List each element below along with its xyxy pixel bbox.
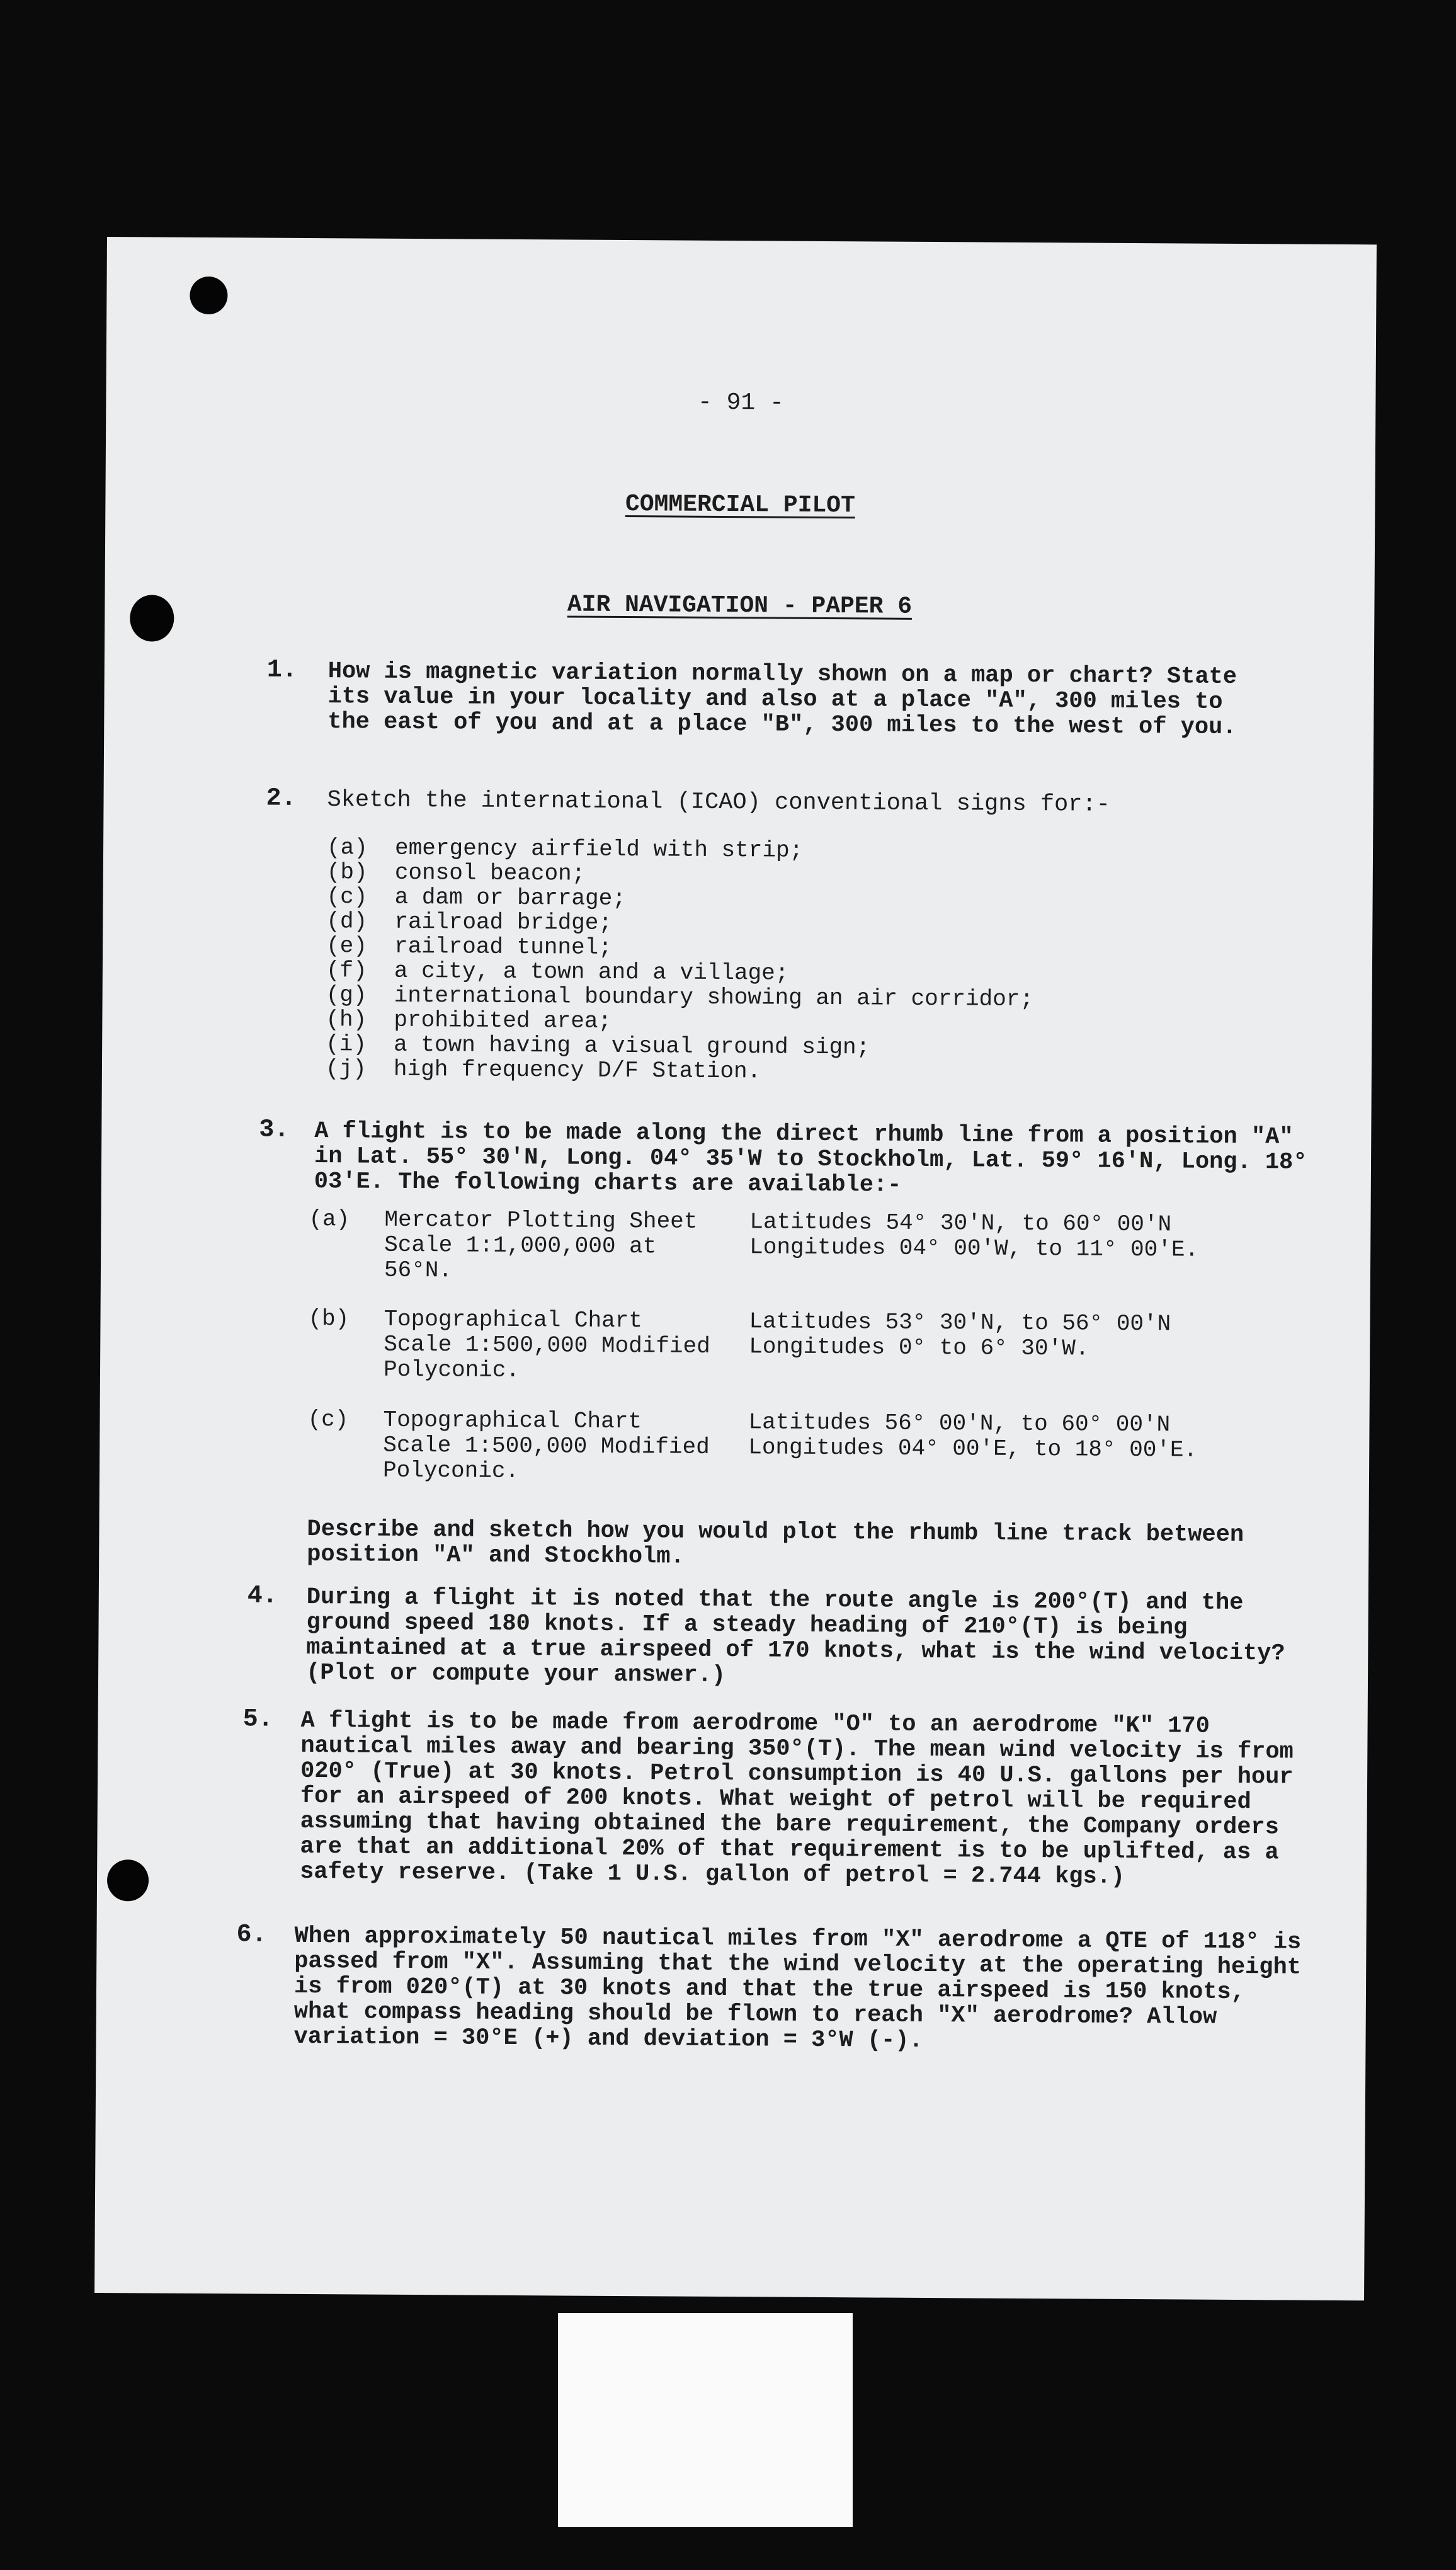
chart-coverage	[749, 1209, 1316, 1263]
question-number: 4.	[247, 1582, 278, 1611]
question-text: Sketch the international (ICAO) conventional signs for:-	[327, 787, 1111, 818]
chart-longitudes: Longitudes 0° to 6° 30'W.	[749, 1334, 1089, 1362]
chart-option	[308, 1306, 1341, 1395]
chart-description: Mercator Plotting Sheet Scale 1:1,000,000 at 56°N.	[384, 1206, 698, 1284]
question-number: 1.	[266, 656, 297, 685]
question-text: How is magnetic variation normally shown on a map or chart? State its value in your locality and also at a place "A", 300 miles to the east of you and at a place "B", 300 miles to the west of you.	[327, 658, 1237, 741]
chart-option	[307, 1407, 1341, 1495]
question-text: During a flight it is noted that the route angle is 200°(T) and the ground speed 180 knots. If a steady heading of 210°(T) is being maintained at a true airspeed of 170 knots, what is the wind velocity? (Plot or compute your answer.)	[305, 1584, 1285, 1689]
punch-hole	[107, 1859, 149, 1901]
chart-coverage	[748, 1410, 1315, 1463]
punch-hole	[190, 277, 227, 314]
chart-longitudes: Longitudes 04° 00'W, to 11° 00'E.	[749, 1234, 1199, 1263]
question-text: A flight is to be made along the direct rhumb line from a position "A" in Lat. 55° 30'N, Long. 04° 35'W to Stockholm, Lat. 59° 16'N, Long. 18° 03'E. The following charts are available:-	[314, 1118, 1307, 1199]
chart-option	[309, 1207, 1342, 1295]
chart-label: (c)	[307, 1406, 349, 1433]
question-closing: Describe and sketch how you would plot the rhumb line track between position "A" and Stockholm.	[307, 1516, 1244, 1570]
document-title: COMMERCIAL PILOT	[625, 491, 855, 520]
page-number: - 91 -	[697, 389, 784, 417]
chart-latitudes: Latitudes 56° 00'N, to 60° 00'N	[748, 1409, 1171, 1438]
question-text: A flight is to be made from aerodrome "O" to an aerodrome "K" 170 nautical miles away and bearing 350°(T). The mean wind velocity is from 020° (True) at 30 knots. Petrol consumption is 40 U.S. gallons per hour for an airspeed of 200 knots. What weight of petrol will be required assuming that having obtained the bare requirement, the Company orders are that an additional 20% of that requirement is to be uplifted, as a safety reserve. (Take 1 U.S. gallon of petrol = 2.744 kgs.)	[300, 1707, 1294, 1890]
question-number: 5.	[242, 1705, 273, 1734]
list-item: (d) railroad bridge;	[326, 908, 613, 936]
list-item: (e) railroad tunnel;	[326, 933, 612, 961]
chart-label: (a)	[309, 1206, 350, 1233]
list-item: (i) a town having a visual ground sign;	[326, 1031, 870, 1061]
list-item: (j) high frequency D/F Station.	[325, 1056, 761, 1085]
question-number: 6.	[236, 1921, 267, 1950]
chart-coverage	[749, 1309, 1316, 1362]
sign-list	[326, 835, 1035, 1085]
list-item: (c) a dam or barrage;	[326, 884, 627, 912]
chart-longitudes: Longitudes 04° 00'E, to 18° 00'E.	[748, 1434, 1198, 1463]
chart-latitudes: Latitudes 53° 30'N, to 56° 00'N	[749, 1308, 1171, 1337]
chart-description: Topographical Chart Scale 1:500,000 Modified Polyconic.	[382, 1407, 710, 1485]
paper-subtitle: AIR NAVIGATION - PAPER 6	[567, 591, 913, 620]
chart-label: (b)	[308, 1305, 350, 1332]
list-item: (a) emergency airfield with strip;	[326, 835, 804, 864]
list-item: (h) prohibited area;	[326, 1007, 612, 1034]
document-page	[94, 237, 1377, 2300]
scanner-card	[558, 2313, 853, 2527]
chart-description: Topographical Chart Scale 1:500,000 Modified Polyconic.	[383, 1306, 710, 1384]
list-item: (b) consol beacon;	[326, 859, 586, 887]
question-number: 2.	[266, 784, 297, 813]
list-item: (f) a city, a town and a village;	[326, 957, 789, 986]
chart-latitudes: Latitudes 54° 30'N, to 60° 00'N	[749, 1209, 1172, 1238]
question-text: When approximately 50 nautical miles from "X" aerodrome a QTE of 118° is passed from "X". Assuming that the wind velocity at the operating height is from 020°(T) at 30 knots and that the true airspeed is 150 knots, what compass heading should be flown to reach "X" aerodrome? Allow variation = 30°E (+) and deviation = 3°W (-).	[293, 1922, 1302, 2054]
question-number: 3.	[259, 1116, 290, 1145]
list-item: (g) international boundary showing an air corridor;	[326, 982, 1034, 1013]
